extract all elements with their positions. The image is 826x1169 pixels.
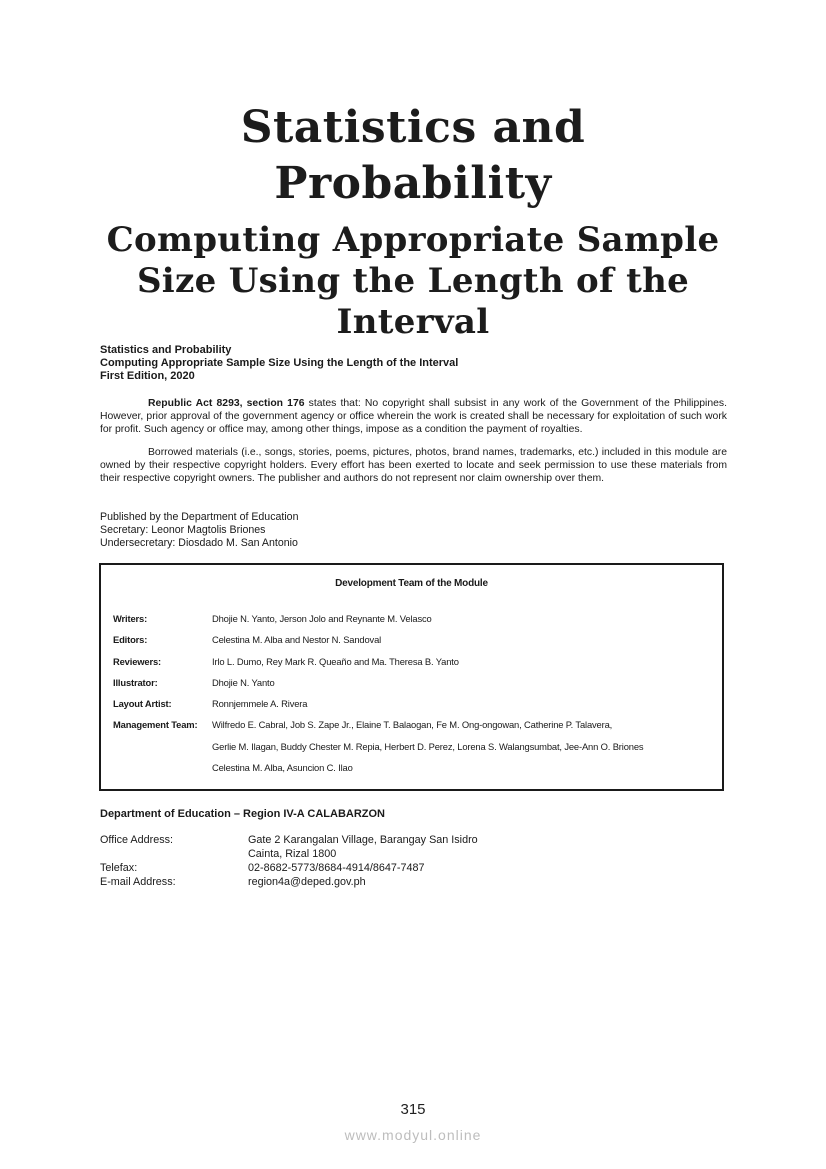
meta-edition: First Edition, 2020 — [100, 370, 195, 382]
watermark: www.modyul.online — [344, 1127, 482, 1143]
team-role-label: Reviewers: — [113, 656, 162, 667]
team-illustrator: Dhojie N. Yanto — [212, 677, 275, 688]
document-title-line-1: Statistics and — [240, 102, 586, 153]
team-reviewers: Irlo L. Dumo, Rey Mark R. Queaño and Ma. Theresa B. Yanto — [212, 656, 459, 667]
team-role-label: Layout Artist: — [113, 698, 172, 709]
contact-label: Telefax: — [100, 862, 138, 874]
team-heading: Development Team of the Module — [335, 578, 488, 589]
team-management-line-2: Gerlie M. Ilagan, Buddy Chester M. Repia, Herbert D. Perez, Lorena S. Walangsumbat, Jee-Ann O. Briones — [212, 741, 644, 752]
copyright-lead: Republic Act 8293, section 176 — [148, 398, 305, 409]
meta-subject: Statistics and Probability — [100, 344, 232, 356]
team-management-line-1: Wilfredo E. Cabral, Job S. Zape Jr., Elaine T. Balaogan, Fe M. Ong-ongowan, Catherine P. Talavera, — [212, 719, 613, 730]
publisher-info — [100, 511, 298, 550]
team-role-label: Management Team: — [113, 719, 198, 730]
team-writers: Dhojie N. Yanto, Jerson Jolo and Reynante M. Velasco — [212, 613, 432, 624]
subtitle-line-2: Size Using the Length of the — [136, 261, 690, 301]
meta-topic: Computing Appropriate Sample Size Using the Length of the Interval — [100, 357, 459, 369]
document-title-line-2: Probability — [274, 158, 552, 209]
page-number: 315 — [400, 1101, 426, 1118]
team-management-line-3: Celestina M. Alba, Asuncion C. Ilao — [212, 762, 353, 773]
team-layout-artist: Ronnjemmele A. Rivera — [212, 698, 308, 709]
published-by: Published by the Department of Education — [100, 511, 299, 523]
subtitle-line-1: Computing Appropriate Sample — [106, 220, 720, 260]
copyright-text: states that: No copyright shall subsist in any work of the Government of the Philippines. However, prior approval of the government agency or office wherein the work is created shall be necessary for exploitation of such work for profit. Such agency or office may, among other things, impose as a condition the payment of royalties. — [100, 398, 727, 435]
document-subtitle — [93, 220, 733, 343]
borrowed-materials-paragraph — [100, 446, 727, 485]
telefax-number: 02-8682-5773/8684-4914/8647-7487 — [248, 862, 425, 874]
copyright-paragraph — [100, 397, 727, 436]
borrowed-text: Borrowed materials (i.e., songs, stories, poems, pictures, photos, brand names, trademarks, etc.) included in this module are owned by their respective copyright holders. Every effort has been exerted to locate and seek permission to use these materials from their respective copyright owners. The publisher and authors do not represent nor claim ownership over them. — [100, 447, 727, 484]
development-team-box — [99, 563, 724, 791]
contact-label: E-mail Address: — [100, 876, 176, 888]
team-role-label: Editors: — [113, 634, 148, 645]
undersecretary: Undersecretary: Diosdado M. San Antonio — [100, 537, 298, 549]
publication-meta — [100, 344, 458, 383]
title-block — [0, 100, 826, 343]
email-address: region4a@deped.gov.ph — [248, 876, 366, 888]
team-role-label: Writers: — [113, 613, 148, 624]
subtitle-line-3: Interval — [336, 302, 490, 342]
office-address-line-1: Gate 2 Karangalan Village, Barangay San Isidro — [248, 834, 478, 846]
office-address-line-2: Cainta, Rizal 1800 — [248, 848, 337, 860]
contact-label: Office Address: — [100, 834, 174, 846]
secretary: Secretary: Leonor Magtolis Briones — [100, 524, 266, 536]
team-editors: Celestina M. Alba and Nestor N. Sandoval — [212, 634, 382, 645]
region-heading: Department of Education – Region IV-A CALABARZON — [100, 808, 385, 820]
team-role-label: Illustrator: — [113, 677, 158, 688]
